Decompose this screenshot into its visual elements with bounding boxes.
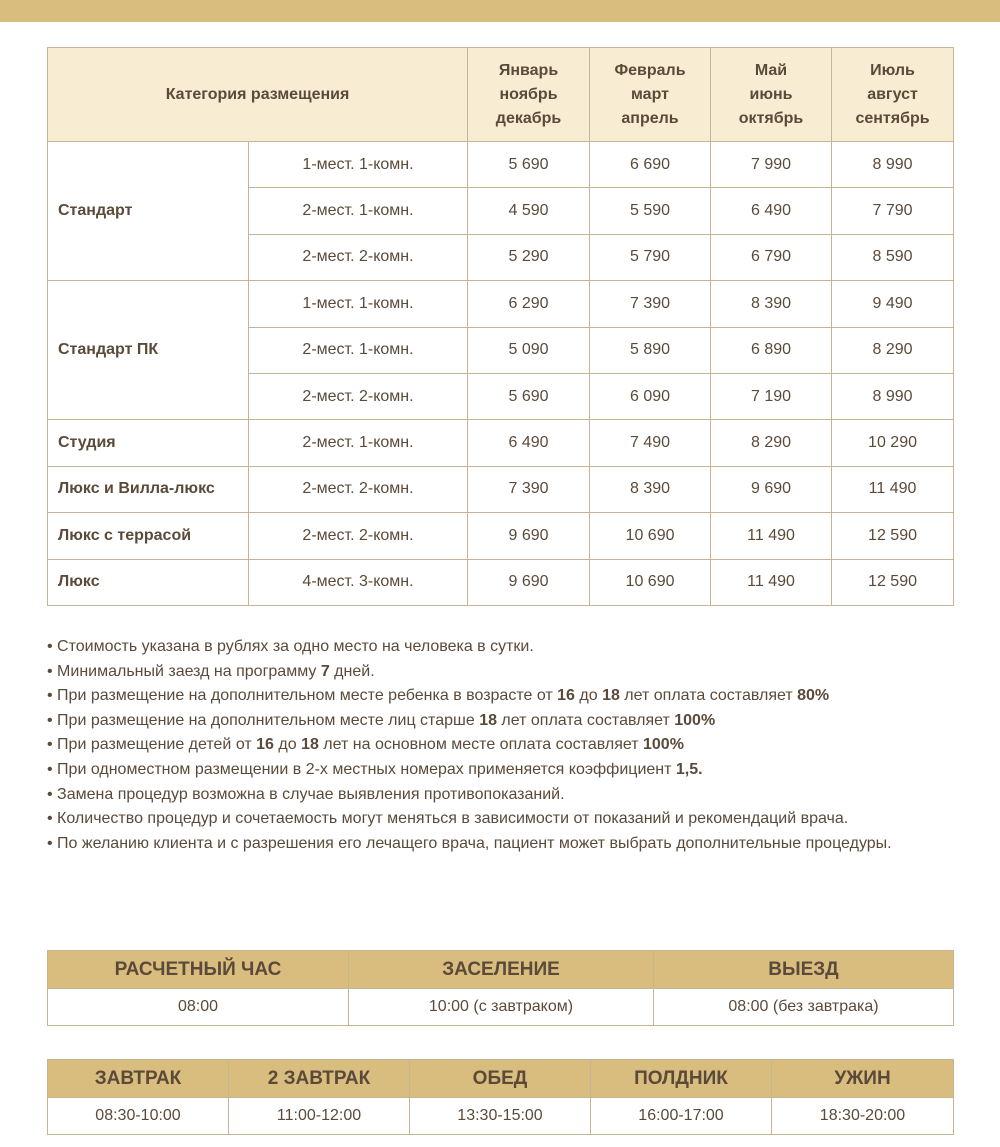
note-item <box>47 783 957 808</box>
note-text: • При одноместном размещении в 2-х местных номерах применяется коэффициент <box>47 760 676 778</box>
price-cell: 8 290 <box>711 420 832 466</box>
room-type: 2-мест. 2-комн. <box>249 513 468 559</box>
season-month: декабрь <box>495 109 562 127</box>
note-text: лет оплата составляет <box>619 687 798 705</box>
note-text: дней. <box>329 662 375 680</box>
note-item <box>47 709 957 734</box>
note-text: • При размещение детей от <box>47 736 257 754</box>
top-decorative-bar <box>0 0 1000 22</box>
table-row <box>48 513 954 559</box>
note-text: 7 <box>320 662 330 680</box>
meal-header: 2 ЗАВТРАК <box>229 1060 410 1098</box>
check-in-value: 10:00 (с завтраком) <box>349 989 654 1026</box>
note-text: • При размещение на дополнительном месте ребенка в возрасте от <box>47 687 558 705</box>
check-in-out-table <box>47 950 954 1026</box>
price-cell: 12 590 <box>832 559 954 605</box>
season-month: октябрь <box>738 109 804 127</box>
meals-header-row <box>48 1060 954 1098</box>
price-cell: 5 690 <box>468 373 590 419</box>
price-cell: 7 490 <box>590 420 711 466</box>
table-row <box>48 559 954 605</box>
price-cell: 7 390 <box>590 281 711 327</box>
category-header: Категория размещения <box>48 48 468 142</box>
season-month: сентябрь <box>855 109 930 127</box>
meal-time: 18:30-20:00 <box>772 1098 954 1135</box>
price-cell: 8 990 <box>832 142 954 188</box>
category-name: Люкс <box>48 559 249 605</box>
meal-time: 16:00-17:00 <box>591 1098 772 1135</box>
check-in-header: ЗАСЕЛЕНИЕ <box>349 951 654 989</box>
meals-schedule-table <box>47 1059 954 1135</box>
meal-header: ПОЛДНИК <box>591 1060 772 1098</box>
price-cell: 9 490 <box>832 281 954 327</box>
price-cell: 7 790 <box>832 188 954 234</box>
season-month: июнь <box>749 85 793 103</box>
note-text: • По желанию клиента и с разрешения его лечащего врача, пациент может выбрать дополнительные процедуры. <box>47 834 892 852</box>
category-name: Стандарт ПК <box>48 281 249 420</box>
note-text: 18 <box>301 736 319 754</box>
price-cell: 7 990 <box>711 142 832 188</box>
price-cell: 5 890 <box>590 327 711 373</box>
note-text: 16 <box>256 736 274 754</box>
price-cell: 9 690 <box>711 466 832 512</box>
note-item <box>47 684 957 709</box>
price-cell: 8 390 <box>590 466 711 512</box>
category-name: Студия <box>48 420 249 466</box>
price-cell: 6 790 <box>711 234 832 280</box>
price-table <box>47 47 954 606</box>
note-text: 100% <box>643 736 684 754</box>
room-type: 1-мест. 1-комн. <box>249 142 468 188</box>
season-month: март <box>631 85 669 103</box>
price-cell: 6 690 <box>590 142 711 188</box>
price-cell: 6 890 <box>711 327 832 373</box>
note-text: 100% <box>674 711 716 729</box>
price-cell: 11 490 <box>711 513 832 559</box>
departure-value: 08:00 (без завтрака) <box>654 989 954 1026</box>
note-text: 80% <box>797 687 830 705</box>
season-month: Февраль <box>614 61 686 79</box>
category-name: Стандарт <box>48 142 249 281</box>
season-month: Январь <box>498 61 559 79</box>
price-cell: 9 690 <box>468 559 590 605</box>
price-cell: 10 690 <box>590 513 711 559</box>
note-item <box>47 660 957 685</box>
note-text: • Минимальный заезд на программу <box>47 662 321 680</box>
note-text: лет на основном месте оплата составляет <box>318 736 643 754</box>
price-cell: 12 590 <box>832 513 954 559</box>
meal-header: ОБЕД <box>410 1060 591 1098</box>
note-item <box>47 635 957 660</box>
room-type: 4-мест. 3-комн. <box>249 559 468 605</box>
note-item <box>47 733 957 758</box>
room-type: 2-мест. 2-комн. <box>249 466 468 512</box>
note-text: • Стоимость указана в рублях за одно место на человека в сутки. <box>47 638 534 655</box>
check-in-out-header-row <box>48 951 954 989</box>
note-item <box>47 807 957 832</box>
price-cell: 7 190 <box>711 373 832 419</box>
room-type: 2-мест. 1-комн. <box>249 327 468 373</box>
price-cell: 9 690 <box>468 513 590 559</box>
table-row <box>48 420 954 466</box>
price-cell: 5 090 <box>468 327 590 373</box>
meal-time: 11:00-12:00 <box>229 1098 410 1135</box>
meal-time: 08:30-10:00 <box>48 1098 229 1135</box>
season-month: апрель <box>621 109 679 127</box>
room-type: 2-мест. 2-комн. <box>249 373 468 419</box>
price-cell: 8 590 <box>832 234 954 280</box>
note-text: лет оплата составляет <box>496 711 675 729</box>
season-month: август <box>867 85 918 103</box>
checkout-hour-header: РАСЧЕТНЫЙ ЧАС <box>48 951 349 989</box>
departure-header: ВЫЕЗД <box>654 951 954 989</box>
note-text: • Замена процедур возможна в случае выявления противопоказаний. <box>47 785 565 803</box>
price-cell: 6 290 <box>468 281 590 327</box>
season-header <box>590 48 711 142</box>
check-in-out-value-row <box>48 989 954 1026</box>
table-row <box>48 142 954 188</box>
price-cell: 4 590 <box>468 188 590 234</box>
price-cell: 10 290 <box>832 420 954 466</box>
season-month: Май <box>754 61 788 79</box>
price-cell: 11 490 <box>832 466 954 512</box>
price-cell: 5 790 <box>590 234 711 280</box>
price-cell: 6 490 <box>711 188 832 234</box>
note-text: до <box>273 736 302 754</box>
price-cell: 10 690 <box>590 559 711 605</box>
table-row <box>48 466 954 512</box>
price-cell: 5 690 <box>468 142 590 188</box>
price-cell: 6 090 <box>590 373 711 419</box>
price-cell: 6 490 <box>468 420 590 466</box>
note-text: 18 <box>479 711 497 729</box>
season-header <box>832 48 954 142</box>
category-name: Люкс с террасой <box>48 513 249 559</box>
checkout-hour-value: 08:00 <box>48 989 349 1026</box>
meal-time: 13:30-15:00 <box>410 1098 591 1135</box>
meal-header: ЗАВТРАК <box>48 1060 229 1098</box>
price-table-header-row <box>48 48 954 142</box>
season-header <box>711 48 832 142</box>
meal-header: УЖИН <box>772 1060 954 1098</box>
note-text: до <box>574 687 603 705</box>
note-item <box>47 758 957 783</box>
note-text: 1,5. <box>675 760 703 778</box>
note-text: 16 <box>557 687 575 705</box>
price-cell: 11 490 <box>711 559 832 605</box>
room-type: 2-мест. 1-комн. <box>249 188 468 234</box>
note-text: 18 <box>602 687 620 705</box>
room-type: 2-мест. 1-комн. <box>249 420 468 466</box>
room-type: 2-мест. 2-комн. <box>249 234 468 280</box>
price-cell: 5 590 <box>590 188 711 234</box>
room-type: 1-мест. 1-комн. <box>249 281 468 327</box>
price-cell: 8 290 <box>832 327 954 373</box>
note-text: • Количество процедур и сочетаемость могут меняться в зависимости от показаний и рекомендаций врача. <box>47 810 849 828</box>
season-month: Июль <box>870 61 915 79</box>
price-cell: 5 290 <box>468 234 590 280</box>
season-month: ноябрь <box>499 85 558 103</box>
season-header <box>468 48 590 142</box>
table-row <box>48 281 954 327</box>
price-cell: 8 390 <box>711 281 832 327</box>
notes-list <box>47 635 957 856</box>
note-item <box>47 832 957 857</box>
meals-time-row <box>48 1098 954 1135</box>
category-name: Люкс и Вилла-люкс <box>48 466 249 512</box>
price-cell: 7 390 <box>468 466 590 512</box>
note-text: • При размещение на дополнительном месте лиц старше <box>47 711 480 729</box>
price-cell: 8 990 <box>832 373 954 419</box>
